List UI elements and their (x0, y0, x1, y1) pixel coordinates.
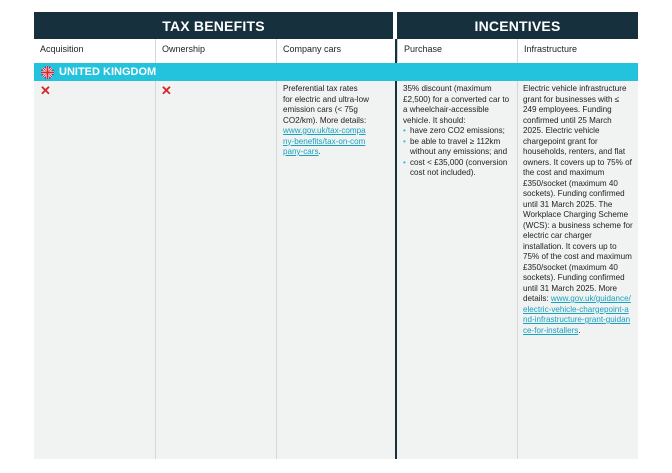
column-divider (155, 39, 156, 459)
section-divider (395, 39, 397, 459)
column-header-ownership: Ownership (155, 39, 276, 62)
purchase-cell (403, 84, 511, 179)
incentives-header: INCENTIVES (397, 12, 638, 39)
list-item: • have zero CO2 emissions; (403, 126, 511, 137)
column-divider (276, 39, 277, 459)
list-item: • cost < £35,000 (conversion cost not included). (403, 158, 511, 179)
column-divider (517, 39, 518, 459)
column-header-infrastructure: Infrastructure (517, 39, 638, 62)
column-header-purchase: Purchase (397, 39, 517, 62)
infrastructure-cell (523, 84, 633, 336)
company-cars-text: Preferential tax rates for electric and ultra-low emission cars (< 75g CO2/km). More details: (283, 84, 369, 125)
tax-benefits-header: TAX BENEFITS (34, 12, 393, 39)
column-header-company-cars: Company cars (276, 39, 395, 62)
cross-icon: ✕ (40, 83, 51, 98)
cross-icon: ✕ (161, 83, 172, 98)
list-item: • be able to travel ≥ 112km without any emissions; and (403, 137, 511, 158)
company-cars-link[interactable]: www.gov.uk/tax-company-benefits/tax-on-company-cars (283, 126, 366, 156)
uk-flag-icon (41, 66, 54, 79)
purchase-conditions-list (403, 126, 511, 179)
infrastructure-suffix: . (578, 325, 581, 335)
country-bar-united-kingdom (34, 63, 638, 81)
column-header-acquisition: Acquisition (40, 44, 84, 54)
acquisition-cell (40, 84, 51, 99)
infrastructure-text: Electric vehicle infrastructure grant for businesses with ≤ 249 employees. Funding confirmed until 25 March 2025. Electric vehicle chargepoint grant for households, renters, and flat owners. It covers up to 75% of the cost and maximum £350/socket (maximum 40 sockets). Funding confirmed until 31 March 2025. The Workplace Charging Scheme (WCS): a business scheme for electric car charger installation. It covers up to 75% of the cost and maximum £350/socket (maximum 40 sockets). Funding confirmed until 31 March 2025. More details: (523, 84, 633, 303)
infrastructure-link[interactable]: www.gov.uk/guidance/electric-vehicle-chargepoint-and-infrastructure-grant-guidance-for-installers (523, 294, 631, 335)
company-cars-cell (283, 84, 369, 158)
purchase-intro: 35% discount (maximum £2,500) for a converted car to a wheelchair-accessible vehicle. It should: (403, 84, 510, 125)
company-cars-suffix: . (318, 147, 321, 156)
ownership-cell (161, 84, 172, 99)
country-name: UNITED KINGDOM (59, 66, 157, 78)
